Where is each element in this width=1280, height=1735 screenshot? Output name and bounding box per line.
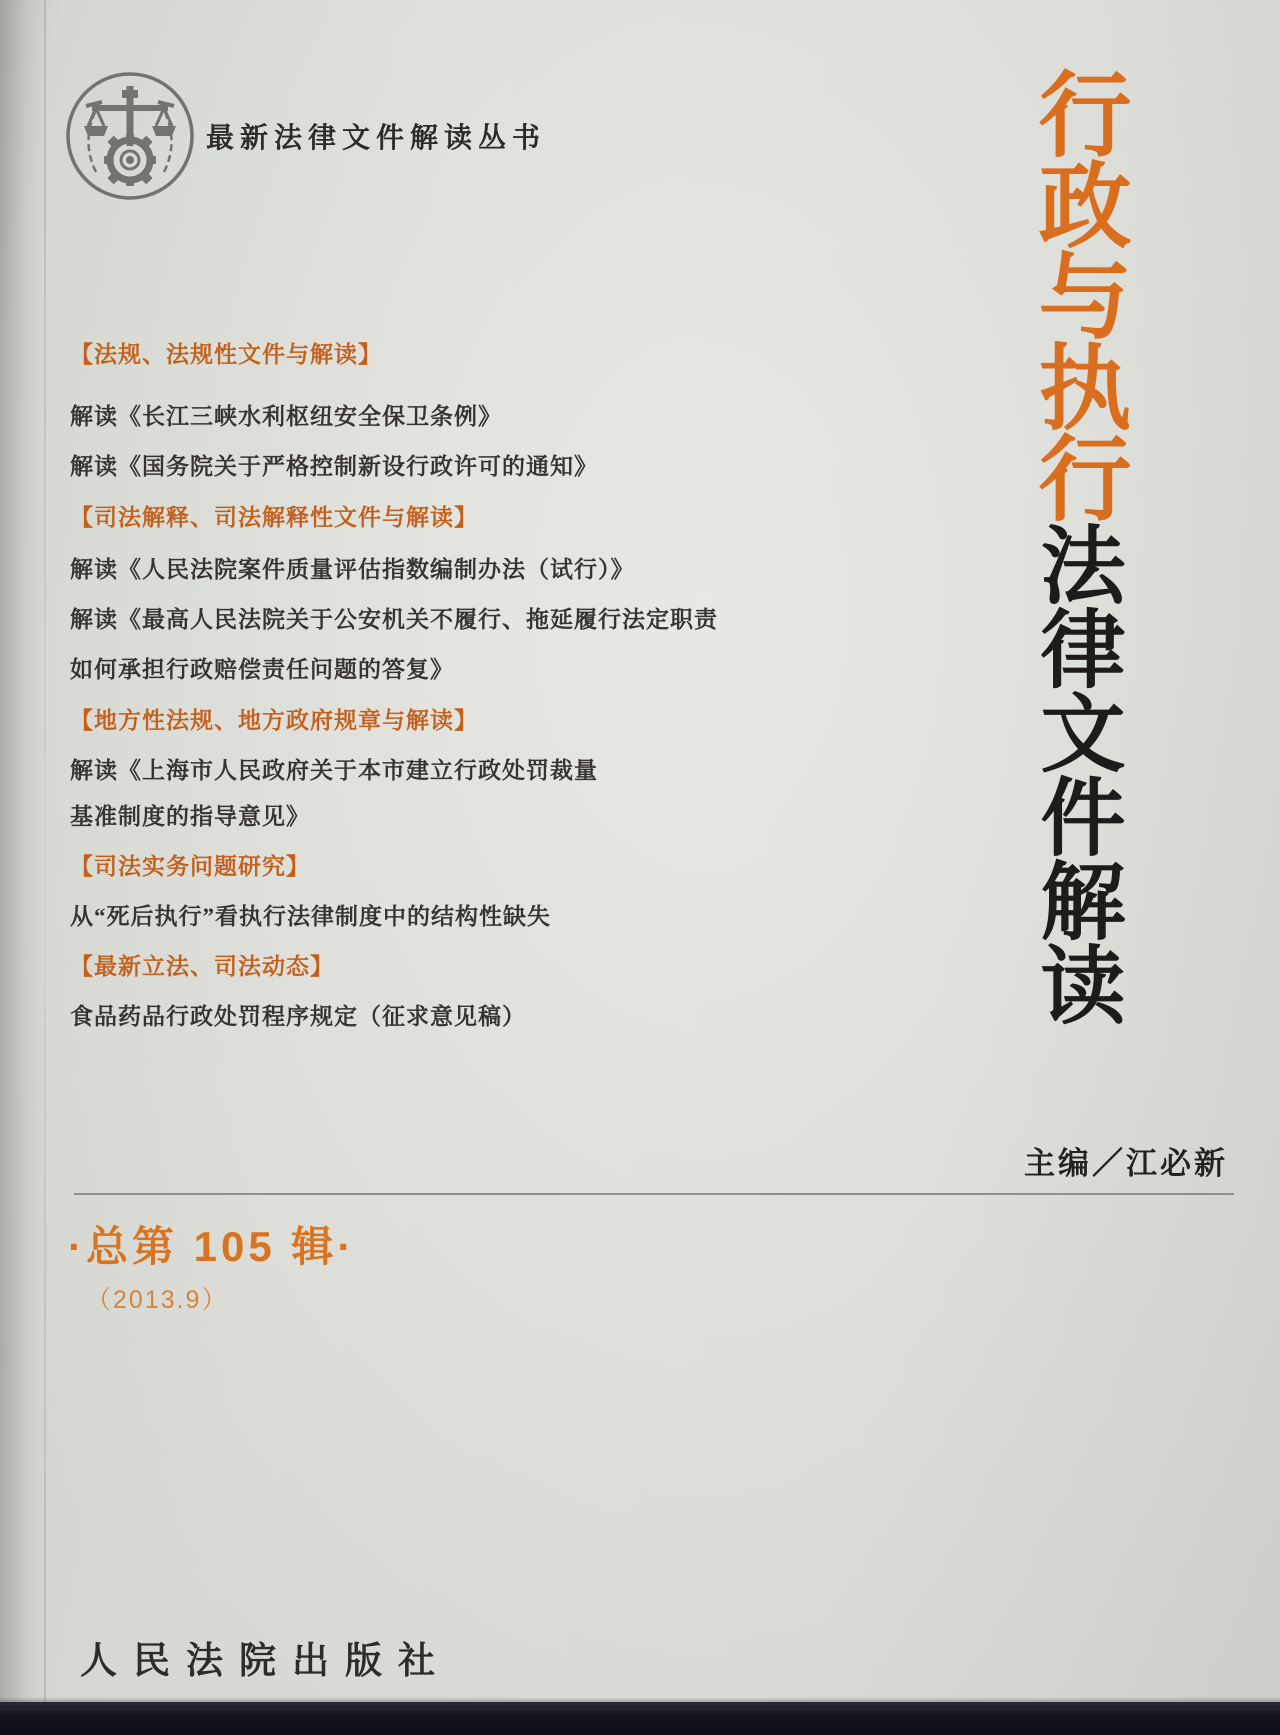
editor-credit: 主编／江必新 — [1024, 1146, 1228, 1181]
contents-item: 食品药品行政处罚程序规定（征求意见稿） — [70, 1004, 526, 1029]
volume-date: （2013.9） — [86, 1286, 229, 1314]
contents-item: 解读《长江三峡水利枢纽安全保卫条例》 — [70, 404, 502, 429]
contents-item: 解读《最高人民法院关于公安机关不履行、拖延履行法定职责 — [70, 607, 718, 632]
contents-item: 从“死后执行”看执行法律制度中的结构性缺失 — [70, 904, 551, 929]
bottom-band — [0, 1702, 1280, 1735]
contents-section-header: 【司法解释、司法解释性文件与解读】 — [70, 505, 478, 530]
contents-item: 解读《国务院关于严格控制新设行政许可的通知》 — [70, 454, 598, 479]
volume-number: ·总第 105 辑· — [68, 1223, 356, 1270]
court-emblem-icon — [62, 68, 198, 204]
contents-section-header: 【地方性法规、地方政府规章与解读】 — [70, 708, 478, 733]
divider-rule — [74, 1193, 1234, 1195]
contents-section-header: 【最新立法、司法动态】 — [70, 954, 334, 979]
contents-item: 解读《上海市人民政府关于本市建立行政处罚裁量 — [70, 758, 598, 783]
spine-crease — [44, 0, 46, 1735]
spine-shadow — [0, 0, 46, 1735]
main-title — [962, 66, 1127, 1025]
contents-section-header: 【司法实务问题研究】 — [70, 854, 310, 879]
contents-item: 解读《人民法院案件质量评估指数编制办法（试行）》 — [70, 557, 635, 582]
main-title-black: 法律文件解读 — [1028, 521, 1122, 1025]
main-title-orange: 行政与执行 — [1024, 66, 1127, 521]
publisher-name: 人民法院出版社 — [80, 1641, 451, 1682]
contents-item: 如何承担行政赔偿责任问题的答复》 — [70, 657, 454, 682]
series-title: 最新法律文件解读丛书 — [206, 122, 547, 153]
contents-item: 基准制度的指导意见》 — [70, 804, 310, 829]
contents-section-header: 【法规、法规性文件与解读】 — [70, 342, 382, 367]
